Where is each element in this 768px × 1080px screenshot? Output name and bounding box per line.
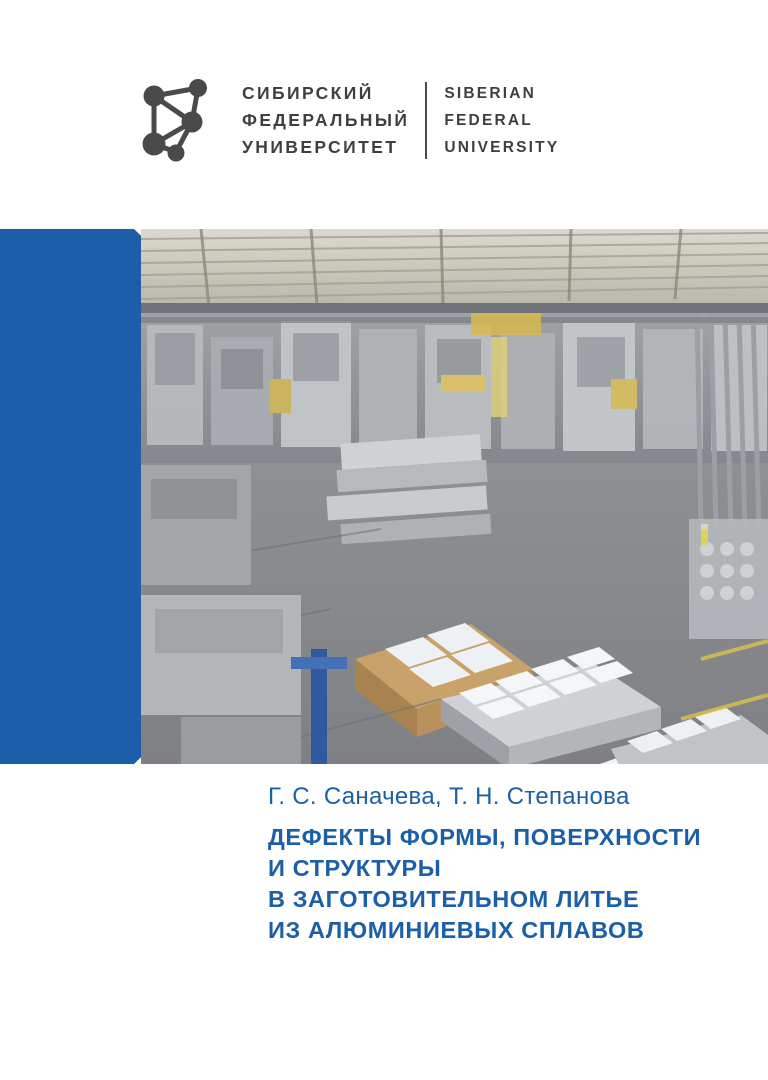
logo-wordmark xyxy=(242,80,559,161)
university-logo xyxy=(136,74,559,166)
logo-ru-line-1: СИБИРСКИЙ xyxy=(242,82,374,103)
logo-en-line-1: SIBERIAN xyxy=(444,84,537,102)
logo-en-line-2: FEDERAL xyxy=(444,111,533,129)
logo-ru-line-2: ФЕДЕРАЛЬНЫЙ xyxy=(242,109,410,130)
logo-text-english xyxy=(427,80,559,161)
sfu-molecule-logo-icon xyxy=(136,74,228,166)
cover-photo xyxy=(141,229,768,764)
page-title xyxy=(268,822,768,946)
title-line-4: ИЗ АЛЮМИНИЕВЫХ СПЛАВОВ xyxy=(268,917,645,943)
title-line-3: В ЗАГОТОВИТЕЛЬНОМ ЛИТЬЕ xyxy=(268,886,640,912)
logo-en-line-3: UNIVERSITY xyxy=(444,138,560,156)
logo-text-russian xyxy=(242,80,425,161)
title-line-2: И СТРУКТУРЫ xyxy=(268,855,442,881)
authors-line: Г. С. Саначева, Т. Н. Степанова xyxy=(268,783,630,810)
logo-ru-line-3: УНИВЕРСИТЕТ xyxy=(242,136,399,157)
title-line-1: ДЕФЕКТЫ ФОРМЫ, ПОВЕРХНОСТИ xyxy=(268,824,702,850)
